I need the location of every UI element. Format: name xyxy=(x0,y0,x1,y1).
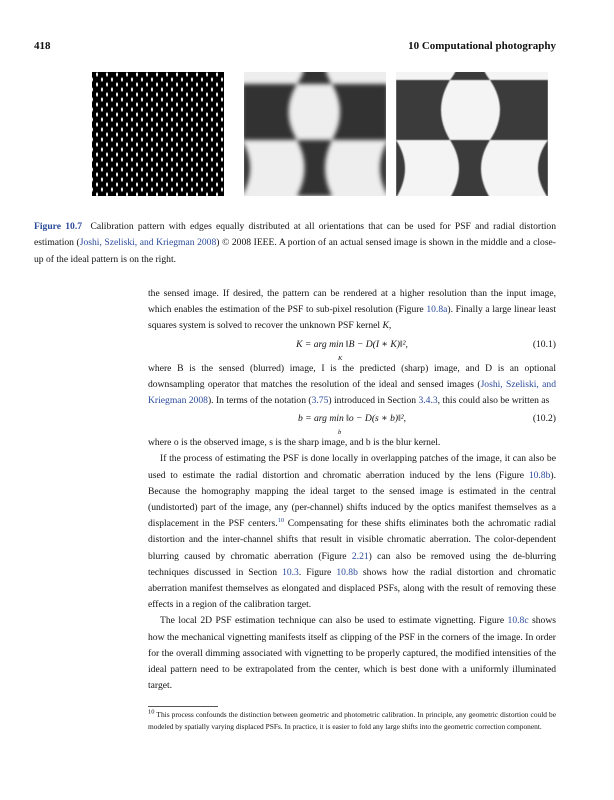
equation-number: (10.1) xyxy=(532,338,556,350)
paragraph-1: the sensed image. If desired, the pattern can be rendered at a higher resolution than the input image, which enables the estimation of the PSF to sub-pixel resolution (Figure 10.8a). Finally a large linear least squares system is solved to recover the unknown PSF kernel K, xyxy=(148,288,556,332)
figure-ref[interactable]: 10.8b xyxy=(336,566,358,578)
section-ref[interactable]: 10.3 xyxy=(282,566,299,578)
equation-ref[interactable]: 3.75 xyxy=(311,395,329,407)
figure-label: Figure 10.7 xyxy=(34,221,83,232)
caption-citation[interactable]: Joshi, Szeliski, and Kriegman 2008 xyxy=(79,237,217,249)
paragraph-3: where o is the observed image, s is the sharp image, and b is the blur kernel. xyxy=(148,437,441,449)
figure-ref[interactable]: 10.8a xyxy=(426,304,448,316)
figure-10-7 xyxy=(92,72,552,202)
paragraph-2: where B is the sensed (blurred) image, I is the predicted (sharp) image, and D is an optional downsampling operator that matches the resolution of the ideal and sensed images (Joshi, Szeliski, and Kriegman 2008). In terms of the notation (3.75) introduced in Section 3.4.3, this could also be written as xyxy=(148,362,556,407)
caption-text: Calibration pattern with edges equally distributed at all orientations that can be used for PSF and radial distortion estimation ( xyxy=(34,221,556,249)
eq1-subscript: K xyxy=(338,354,343,362)
equation-10-2: b = arg min ‖o − D(s ∗ b)‖², b (10.2) xyxy=(148,409,556,435)
figure-ref[interactable]: 2.21 xyxy=(351,550,369,562)
footnote-number: 10 xyxy=(148,708,155,716)
figure-ref[interactable]: 10.8c xyxy=(507,615,529,627)
page-header xyxy=(34,40,556,56)
chapter-title: 10 Computational photography xyxy=(408,40,556,52)
section-ref[interactable]: 3.4.3 xyxy=(418,395,438,407)
paragraph-4: If the process of estimating the PSF is done locally in overlapping patches of the image, it can also be used to estimate the radial distortion and chromatic aberration induced by the lens (Figure 10.8b). Because the homography mapping the ideal target to the sensed image is estimated in the central (undistorted) part of the image, any (per-channel) shifts induced by the optics manifest themselves as a displacement in the PSF centers.$^{10}$ Compensating for these shifts eliminates both the achromatic radial distortion and the inter-channel shifts that result in visible chromatic aberration. The color-dependent blurring caused by chromatic aberration (Figure 2.21) can also be removed using the de-blurring techniques discussed in Section 10.3. Figure 10.8b shows how the radial distortion and chromatic aberration manifest themselves as elongated and displaced PSFs, along with the result of removing these effects in a region of the calibration target. xyxy=(148,453,556,611)
caption-text-end: ) © 2008 IEEE. A portion of an actual sensed image is shown in the middle and a close-up of the ideal pattern is on the right. xyxy=(34,237,557,265)
eq2-subscript: b xyxy=(338,429,342,437)
citation[interactable]: Joshi, Szeliski, and Kriegman 2008 xyxy=(148,378,556,407)
paragraph-5: The local 2D PSF estimation technique can also be used to estimate vignetting. Figure 10.8c shows how the mechanical vignetting manifests itself as clipping of the PSF in the corners of the image. In order for the overall dimming associated with vignetting to be properly captured, the modified intensities of the ideal pattern need to be extrapolated from the center, which is best done with a uniformly illuminated target. xyxy=(148,615,556,692)
equation-number: (10.2) xyxy=(532,413,556,425)
calibration-pattern-image xyxy=(92,72,224,196)
footnote-divider xyxy=(148,706,218,707)
ideal-pattern-closeup xyxy=(396,72,548,198)
figure-caption xyxy=(34,219,556,268)
footnote-text: This process confounds the distinction between geometric and photometric calibration. In principle, any geometric distortion could be modeled by spatially varying displaced PSFs. In practice, it is easier to fold any large shifts into the geometric correction component. xyxy=(148,710,556,732)
equation-10-1: K = arg min ‖B − D(I ∗ K)‖², K (10.1) xyxy=(148,335,556,361)
figure-ref[interactable]: 10.8b xyxy=(528,469,551,481)
footnote xyxy=(148,709,556,734)
footnote-marker[interactable]: 10 xyxy=(277,517,285,525)
sensed-image xyxy=(242,72,388,196)
page-number: 418 xyxy=(34,40,51,52)
body-text xyxy=(148,286,556,694)
